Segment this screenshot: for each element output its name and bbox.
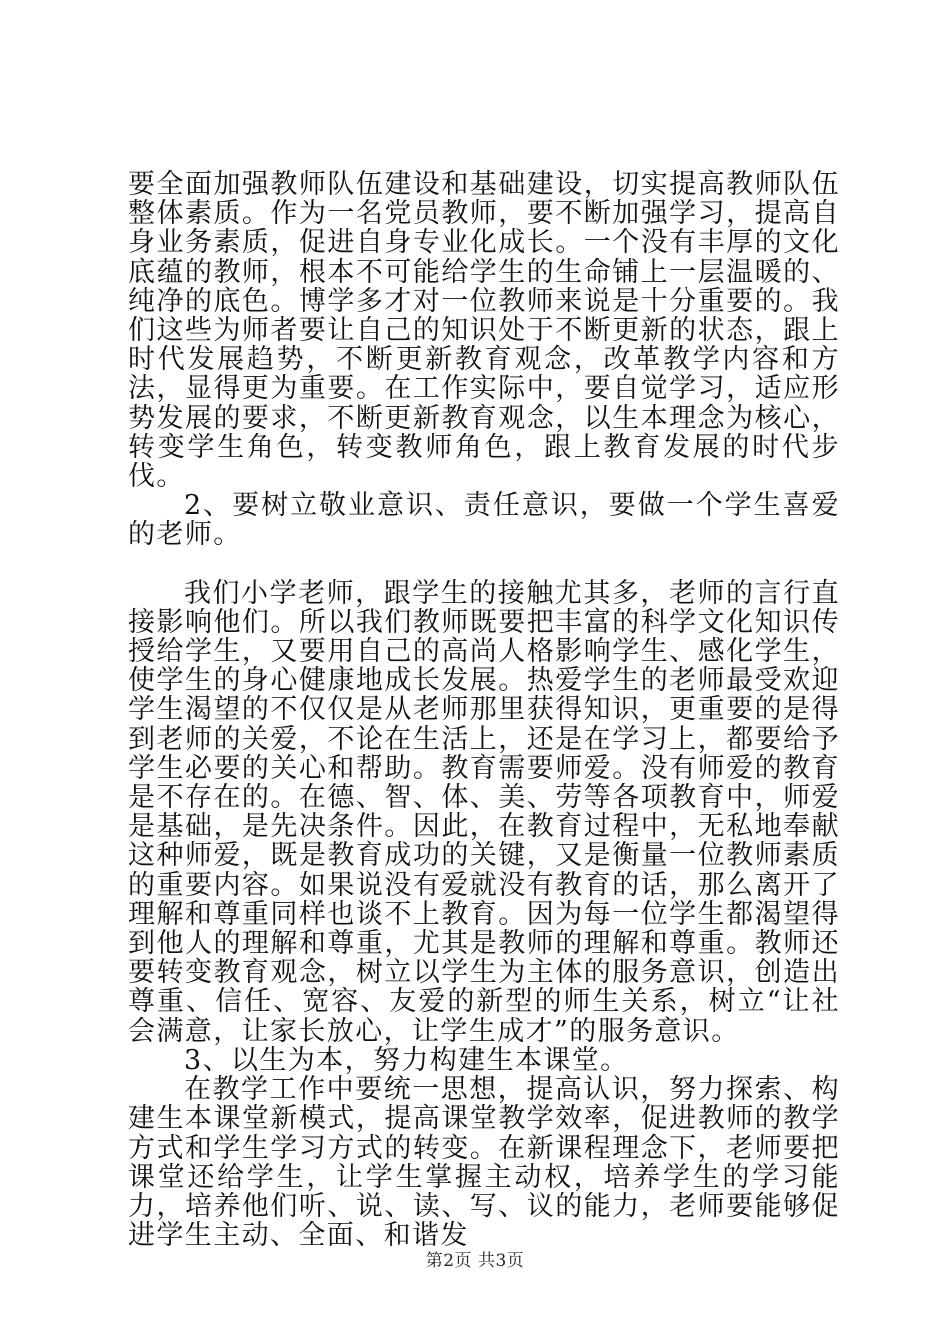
document-body bbox=[128, 170, 840, 1250]
page-number-footer: 第2页 共3页 bbox=[425, 1251, 525, 1271]
section-heading-3: 3、以生为本，努力构建生本课堂。 bbox=[184, 1044, 629, 1076]
section-heading-2: 2、要树立敬业意识、责任意识，要做一个学生喜爱的老师。 bbox=[128, 490, 840, 551]
paragraph-teacher-love: 我们小学老师，跟学生的接触尤其多，老师的言行直接影响他们。所以我们教师既要把丰富的科学文化知识传授给学生，又要用自己的高尚人格影响学生、感化学生，使学生的身心健康地成长发展。热爱学生的老师最受欢迎学生渴望的不仅仅是从老师那里获得知识，更重要的是得到老师的关爱，不论在生活上，还是在学习上，都要给予学生必要的关心和帮助。教育需要师爱。没有师爱的教育是不存在的。在德、智、体、美、劳等各项教育中，师爱是基础，是先决条件。因此，在教育过程中，无私地奉献这种师爱，既是教育成功的关键，又是衡量一位教师素质的重要内容。如果说没有爱就没有教育的话，那么离开了理解和尊重同样也谈不上教育。因为每一位学生都渴望得到他人的理解和尊重，尤其是教师的理解和尊重。教师还要转变教育观念，树立以学生为主体的服务意识，创造出尊重、信任、宽容、友爱的新型的师生关系，树立“让社会满意，让家长放心，让学生成才”的服务意识。 bbox=[128, 577, 840, 1047]
paragraph-continuation: 要全面加强教师队伍建设和基础建设，切实提高教师队伍整体素质。作为一名党员教师，要不断加强学习，提高自身业务素质，促进自身专业化成长。一个没有丰厚的文化底蕴的教师，根本不可能给学生的生命铺上一层温暖的、纯净的底色。博学多才对一位教师来说是十分重要的。我们这些为师者要让自己的知识处于不断更新的状态，跟上时代发展趋势，不断更新教育观念，改革教学内容和方法，显得更为重要。在工作实际中，要自觉学习，适应形势发展的要求，不断更新教育观念，以生本理念为核心，转变学生角色，转变教师角色，跟上教育发展的时代步伐。 bbox=[128, 169, 840, 493]
paragraph-classroom: 在教学工作中要统一思想，提高认识，努力探索、构建生本课堂新模式，提高课堂教学效率，促进教师的教学方式和学生学习方式的转变。在新课程理念下，老师要把课堂还给学生，让学生掌握主动权，培养学生的学习能力，培养他们听、说、读、写、议的能力，老师要能够促进学生主动、全面、和谐发 bbox=[128, 1074, 840, 1252]
